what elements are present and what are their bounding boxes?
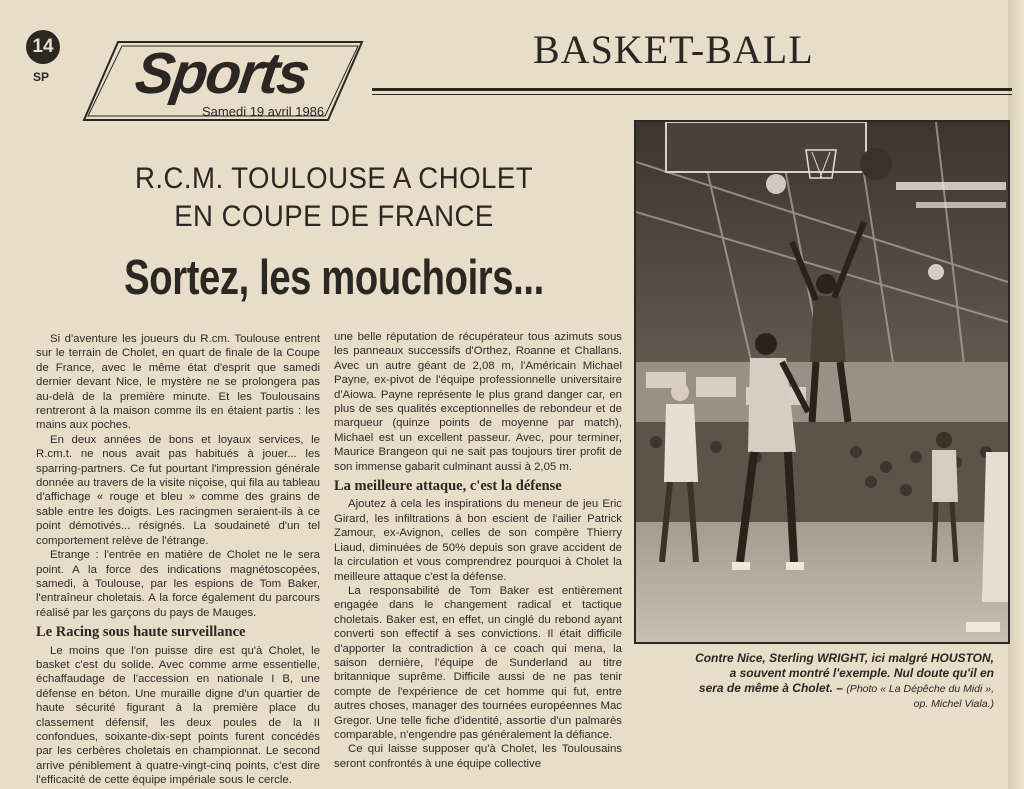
sports-logo: Sports (131, 41, 313, 106)
kicker-line-2: EN COUPE DE FRANCE (174, 200, 494, 233)
page-edge (1008, 0, 1024, 789)
kicker-line-1: R.C.M. TOULOUSE A CHOLET (134, 162, 534, 195)
article-kicker (60, 160, 608, 236)
header-rule-thin (372, 94, 1012, 95)
photo-illustration (636, 122, 1008, 642)
page-number: 14 (32, 36, 54, 57)
basketball-photo (634, 120, 1010, 644)
issue-date: Samedi 19 avril 1986 (202, 104, 325, 119)
paragraph: Ce qui laisse supposer qu'à Cholet, les Toulousains seront confrontés à une équipe collective (334, 743, 622, 770)
photo-caption (634, 651, 994, 712)
photo-credit-2: op. Michel Viala.) (913, 698, 994, 710)
caption-line-3: sera de même à Cholet. – (698, 681, 843, 695)
article-column-2 (334, 330, 622, 789)
paragraph: Etrange : l'entrée en matière de Cholet ne le sera point. A la force des indications magnétoscopées, samedi, à Toulouse, par les espions de Tom Baker, l'entraîneur choletais. A la force également du parcours réalisé par les garçons du pays de Mauges. (36, 549, 320, 619)
caption-line-1: Contre Nice, Sterling WRIGHT, ici malgré HOUSTON, (695, 651, 994, 665)
subheading: Le Racing sous haute surveillance (36, 624, 246, 641)
paragraph: En deux années de bons et loyaux services, le R.cm.t. ne nous avait pas habitués à jouer... les sparring-partners. Ce fut pourtant l'impression générale donnée au travers de la visite niçoise, qui fila au tableau d'affichage « rouge et bleu » comme des grains de sable entre les doigts. Les racingmen seraient-ils à ce point démotivés... résignés. La soudaineté d'un tel comportement relève de l'étrange. (36, 433, 320, 547)
section-code: SP (33, 70, 50, 84)
article-column-1 (36, 332, 320, 789)
caption-line-2: a souvent montré l'exemple. Nul doute qu'il en (729, 666, 994, 680)
header-rule (372, 88, 1012, 91)
paragraph: La responsabilité de Tom Baker est entièrement engagée dans le changement radical et tactique choletais. Baker est, en effet, un cinglé du rebond ayant converti son effectif à ses convictions. Il était difficile d'apporter la contradiction à ce coach qui mena, la saison dernière, l'équipe de Sunderland au titre britannique suprême. Difficile aussi de ne pas tenir compte de l'expérience de cet homme qui fut, entre autres choses, manager des tournées européennes Mac Gregor. Une telle fiche d'identité, assortie d'un palmarès comparable, n'engendre pas généralement la défiance. (334, 584, 622, 741)
paragraph: Le moins que l'on puisse dire est qu'à Cholet, le basket c'est du solide. Avec comme arme essentielle, échaffaudage de l'accession en nationale I B, une défense en béton. Une muraille digne d'un quartier de haute sécurité figurant à la première place du classement défensif, les deux poules de la II confondues, soixante-dix-sept points furent concédés par les cerbères choletais en championnat. Le second arrive péniblement à quatre-vingt-cinq points, c'est dire l'efficacité de cette équipe impériale sous le cercle. (36, 644, 320, 787)
article-headline: Sortez, les mouchoirs... (124, 251, 544, 305)
photo-credit-1: (Photo « La Dépêche du Midi », (846, 683, 994, 695)
section-title: BASKET-BALL (533, 27, 814, 72)
paragraph: une belle réputation de récupérateur tous azimuts sous les panneaux successifs d'Orthez, Roanne et Challans. Avec un autre géant de 2,08 m, l'Américain Michael Payne, ex-pivot de l'équipe professionnelle universitaire d'Aiowa. Payne représente le plus grand danger car, en plus de ses qualités exceptionnelles de rebondeur et de marqueur (quinze points de moyenne par match), Michael est un excellent passeur. Avec, pour terminer, Maurice Brangeon qui ne sait pas toujours tirer profit de son immense gabarit culminant aussi à 2,05 m. (334, 331, 622, 473)
paragraph: Si d'aventure les joueurs du R.cm. Toulouse entrent sur le terrain de Cholet, en quart de finale de la Coupe de France, avec le même état d'esprit que samedi dernier devant Nice, le mystère ne se prolongera pas au-delà de la première minute. Et les Toulousains rentreront à la maison comme ils en étaient partis : les mains aux poches. (36, 333, 320, 432)
sports-logo-box (78, 38, 366, 124)
page-number-badge (26, 30, 60, 64)
paragraph: Ajoutez à cela les inspirations du meneur de jeu Eric Girard, les infiltrations à bon escient de l'ailier Patrick Zamour, ex-Avignon, celles de son compère Thierry Liaud, diminuées de 50% depuis son grave accident de la circulation et vous comprendrez pourquoi à Cholet la meilleure attaque c'est la défense. (334, 498, 622, 583)
subheading: La meilleure attaque, c'est la défense (334, 478, 562, 495)
